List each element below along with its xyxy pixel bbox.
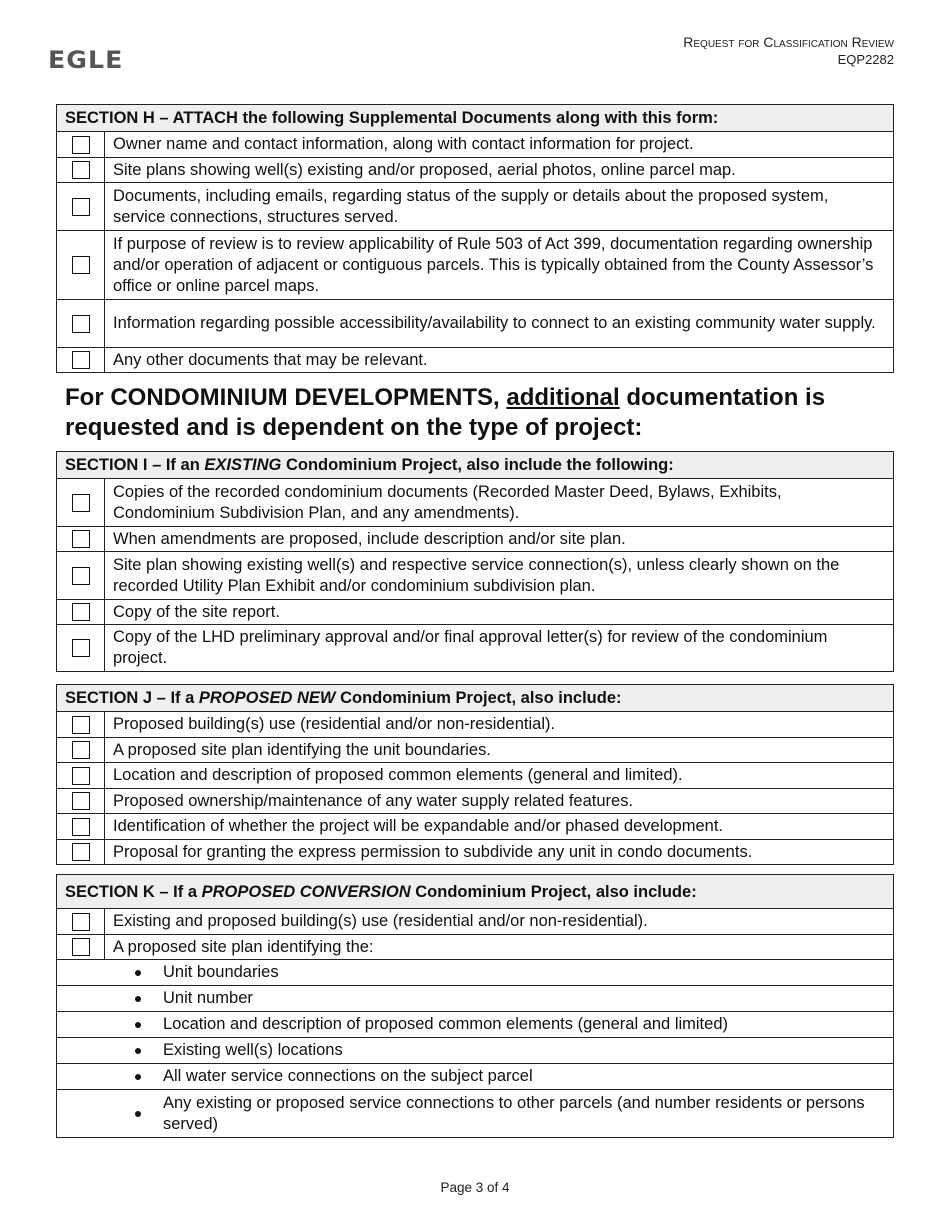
table-row	[57, 814, 894, 840]
condominium-heading	[65, 383, 895, 443]
bullet-row	[57, 960, 894, 986]
table-row	[57, 527, 894, 552]
checklist-item: Documents, including emails, regarding status of the supply or details about the proposed system, service connections, structures served.	[105, 183, 894, 231]
checkbox[interactable]	[72, 767, 90, 785]
bullet-item: Unit boundaries	[163, 963, 279, 981]
condominium-heading-part1: For CONDOMINIUM DEVELOPMENTS,	[65, 384, 507, 411]
checklist-item: Copy of the LHD preliminary approval and/or final approval letter(s) for review of the condominium project.	[105, 625, 894, 672]
section-h-table	[56, 104, 894, 373]
bullet-row	[57, 1038, 894, 1064]
section-k-table	[56, 874, 894, 1138]
checkbox[interactable]	[72, 603, 90, 621]
table-row	[57, 840, 894, 865]
checkbox[interactable]	[72, 198, 90, 216]
table-row	[57, 625, 894, 672]
bullet-item: Unit number	[163, 989, 253, 1007]
checkbox[interactable]	[72, 530, 90, 548]
checklist-item: When amendments are proposed, include description and/or site plan.	[105, 527, 894, 552]
checkbox[interactable]	[72, 913, 90, 931]
table-row	[57, 479, 894, 527]
table-row	[57, 600, 894, 625]
section-h-title: SECTION H – ATTACH the following Supplemental Documents along with this form:	[57, 105, 894, 132]
table-row	[57, 712, 894, 738]
bullet-icon	[135, 1048, 141, 1054]
checklist-item: Information regarding possible accessibility/availability to connect to an existing community water supply.	[105, 300, 894, 348]
checklist-item: A proposed site plan identifying the:	[105, 935, 894, 960]
table-row	[57, 158, 894, 183]
checkbox[interactable]	[72, 315, 90, 333]
condominium-heading-underlined: additional	[506, 384, 620, 411]
table-row	[57, 300, 894, 348]
checkbox[interactable]	[72, 843, 90, 861]
checklist-item: Proposed ownership/maintenance of any water supply related features.	[105, 789, 894, 814]
section-k-title: SECTION K – If a PROPOSED CONVERSION Condominium Project, also include:	[57, 875, 894, 909]
bullet-row	[57, 1090, 894, 1138]
document-code: EQP2282	[837, 52, 894, 67]
table-row	[57, 789, 894, 814]
checkbox[interactable]	[72, 792, 90, 810]
checklist-item: Location and description of proposed common elements (general and limited).	[105, 763, 894, 789]
bullet-row	[57, 986, 894, 1012]
checklist-item: A proposed site plan identifying the unit boundaries.	[105, 738, 894, 763]
condominium-heading-part2: documentation is requested and is dependent on the type of project:	[65, 384, 826, 441]
table-row	[57, 552, 894, 600]
section-j-table	[56, 684, 894, 865]
checkbox[interactable]	[72, 567, 90, 585]
checkbox[interactable]	[72, 351, 90, 369]
table-row	[57, 738, 894, 763]
bullet-item: Location and description of proposed common elements (general and limited)	[163, 1015, 728, 1033]
checkbox[interactable]	[72, 741, 90, 759]
document-header	[683, 34, 894, 68]
table-row	[57, 909, 894, 935]
checkbox[interactable]	[72, 938, 90, 956]
bullet-item: Existing well(s) locations	[163, 1041, 343, 1059]
bullet-item: Any existing or proposed service connections to other parcels (and number residents or persons served)	[163, 1093, 865, 1133]
page-number: Page 3 of 4	[440, 1180, 510, 1195]
bullet-icon	[135, 1074, 141, 1080]
bullet-item: All water service connections on the subject parcel	[163, 1067, 533, 1085]
checkbox[interactable]	[72, 256, 90, 274]
checkbox[interactable]	[72, 494, 90, 512]
bullet-icon	[135, 996, 141, 1002]
section-i-table	[56, 451, 894, 672]
egle-logo: EGLE	[48, 46, 124, 74]
table-row	[57, 231, 894, 300]
checklist-item: Copy of the site report.	[105, 600, 894, 625]
checkbox[interactable]	[72, 818, 90, 836]
bullet-icon	[135, 1111, 141, 1117]
table-row	[57, 935, 894, 960]
checklist-item: Proposed building(s) use (residential and/or non-residential).	[105, 712, 894, 738]
checkbox[interactable]	[72, 136, 90, 154]
checklist-item: Site plan showing existing well(s) and respective service connection(s), unless clearly shown on the recorded Utility Plan Exhibit and/or condominium subdivision plan.	[105, 552, 894, 600]
bullet-row	[57, 1064, 894, 1090]
section-j-title: SECTION J – If a PROPOSED NEW Condominium Project, also include:	[57, 685, 894, 712]
bullet-icon	[135, 970, 141, 976]
bullet-row	[57, 1012, 894, 1038]
checkbox[interactable]	[72, 716, 90, 734]
checklist-item: Any other documents that may be relevant.	[105, 348, 894, 373]
checklist-item: Site plans showing well(s) existing and/or proposed, aerial photos, online parcel map.	[105, 158, 894, 183]
checklist-item: Existing and proposed building(s) use (residential and/or non-residential).	[105, 909, 894, 935]
table-row	[57, 348, 894, 373]
table-row	[57, 763, 894, 789]
bullet-icon	[135, 1022, 141, 1028]
checklist-item: Owner name and contact information, along with contact information for project.	[105, 132, 894, 158]
checklist-item: If purpose of review is to review applicability of Rule 503 of Act 399, documentation regarding ownership and/or operation of adjacent or contiguous parcels. This is typically obtained from the County Assessor’s office or online parcel maps.	[105, 231, 894, 300]
document-title: Request for Classification Review	[683, 34, 894, 50]
table-row	[57, 132, 894, 158]
checkbox[interactable]	[72, 639, 90, 657]
checkbox[interactable]	[72, 161, 90, 179]
table-row	[57, 183, 894, 231]
section-i-title: SECTION I – If an EXISTING Condominium Project, also include the following:	[57, 452, 894, 479]
checklist-item: Copies of the recorded condominium documents (Recorded Master Deed, Bylaws, Exhibits, Condominium Subdivision Plan, and any amendments).	[105, 479, 894, 527]
checklist-item: Proposal for granting the express permission to subdivide any unit in condo documents.	[105, 840, 894, 865]
checklist-item: Identification of whether the project will be expandable and/or phased development.	[105, 814, 894, 840]
